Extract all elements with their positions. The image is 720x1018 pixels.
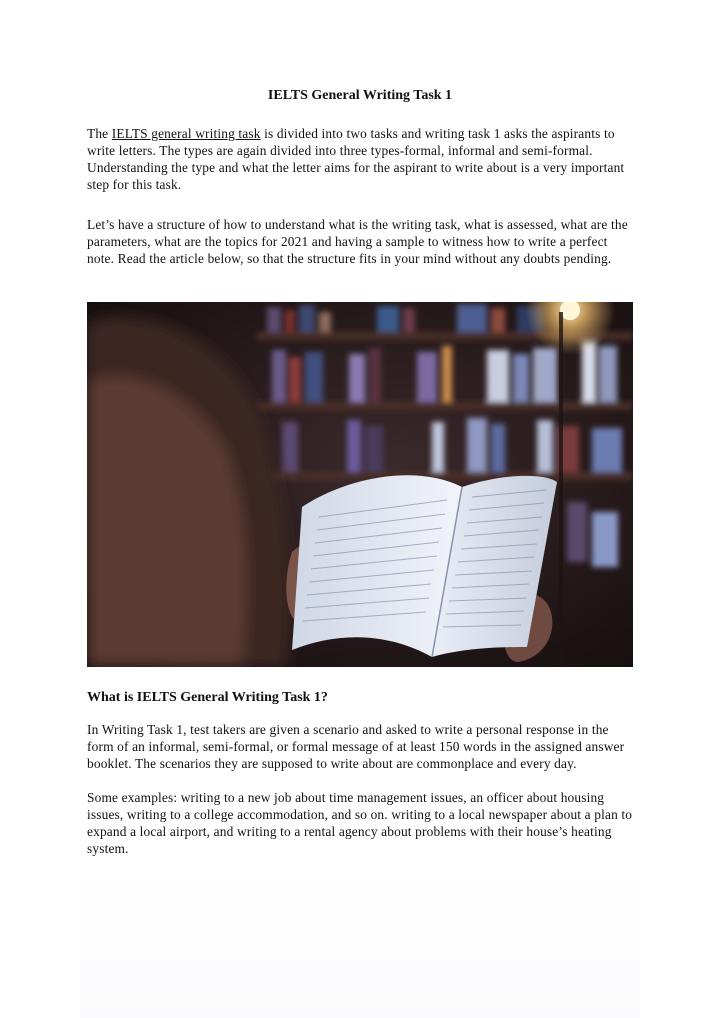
document-title: IELTS General Writing Task 1: [267, 88, 453, 103]
intro-paragraph: [87, 125, 633, 193]
structure-paragraph: Let’s have a structure of how to understand what is the writing task, what is assessed, what are the parameters, what are the topics for 2021 and having a sample to witness how to write a perfect note. Read the article below, so that the structure fits in your mind without any doubts pending.: [87, 217, 628, 266]
page-footer-area: [80, 870, 640, 1018]
reading-book-photo: [87, 302, 633, 667]
ielts-writing-task-link[interactable]: IELTS general writing task: [111, 126, 261, 141]
section-heading: What is IELTS General Writing Task 1?: [87, 690, 328, 705]
intro-suffix: is divided into two tasks and writing task 1 asks the aspirants to write letters. The types are again divided into three types-formal, informal and semi-formal. Understanding the type and what the letter aims for the aspirant to write about is a very important step for this task.: [87, 126, 625, 192]
section-paragraph-2: Some examples: writing to a new job about time management issues, an officer about housing issues, writing to a college accommodation, and so on. writing to a local newspaper about a plan to expand a local airport, and writing to a rental agency about problems with their house’s heating system.: [87, 790, 633, 856]
section-paragraph-1: In Writing Task 1, test takers are given a scenario and asked to write a personal response in the form of an informal, semi-formal, or formal message of at least 150 words in the assigned answer booklet. The scenarios they are supposed to write about are commonplace and every day.: [87, 722, 625, 771]
intro-prefix: The: [87, 126, 112, 141]
